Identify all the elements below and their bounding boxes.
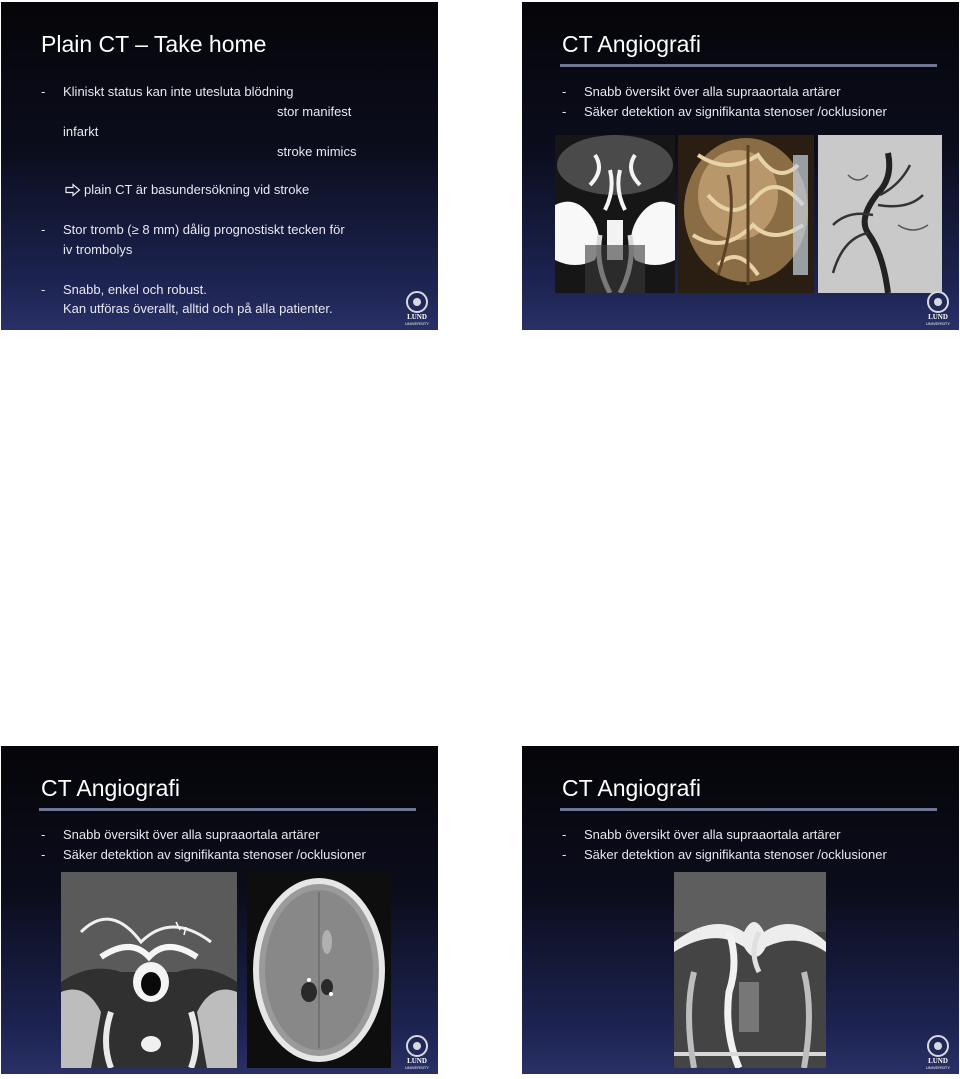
bullet-robust: Snabb, enkel och robust. xyxy=(63,282,207,297)
slide-title: CT Angiografi xyxy=(562,31,701,57)
slide-title: Plain CT – Take home xyxy=(41,31,267,57)
bullet-clinical-status: Kliniskt status kan inte utesluta blödning xyxy=(63,84,294,99)
slide-ct-angiografi-1 xyxy=(522,2,959,330)
lund-university-logo: LUND UNIVERSITY xyxy=(402,291,432,325)
lund-university-seal-icon xyxy=(406,1035,428,1057)
bullet-dash: - xyxy=(41,84,46,99)
bullet-detection: Säker detektion av signifikanta stenoser /ocklusioner xyxy=(584,104,887,119)
bullet-continuation: iv trombolys xyxy=(63,242,133,257)
angiography-image xyxy=(818,135,942,293)
bullet-continuation: infarkt xyxy=(63,124,99,139)
lund-university-seal-icon xyxy=(927,291,949,313)
bullet-dash: - xyxy=(562,847,567,862)
slide-ct-angiografi-3 xyxy=(522,746,959,1074)
ct-axial-brain-image xyxy=(247,872,391,1068)
bullet-detection: Säker detektion av signifikanta stenoser /ocklusioner xyxy=(63,847,366,862)
bullet-dash: - xyxy=(41,827,46,842)
hollow-right-arrow-icon xyxy=(65,183,81,197)
slide-title: CT Angiografi xyxy=(562,775,701,801)
bullet-detection: Säker detektion av signifikanta stenoser /ocklusioner xyxy=(584,847,887,862)
slide-title: CT Angiografi xyxy=(41,775,180,801)
slide-plain-ct-take-home xyxy=(1,2,438,330)
arrow-conclusion: plain CT är basundersökning vid stroke xyxy=(84,182,310,197)
bullet-dash: - xyxy=(562,827,567,842)
cta-3d-reconstruction-image xyxy=(678,135,814,293)
bullet-dash: - xyxy=(41,282,46,297)
bullet-overview: Snabb översikt över alla supraaortala artärer xyxy=(584,827,841,842)
bullet-overview: Snabb översikt över alla supraaortala artärer xyxy=(63,827,320,842)
bullet-dash: - xyxy=(562,84,567,99)
title-rule xyxy=(560,808,937,811)
cta-coronal-image xyxy=(555,135,675,293)
bullet-continuation: Kan utföras överallt, alltid och på alla patienter. xyxy=(63,301,333,316)
bullet-thrombus: Stor tromb (≥ 8 mm) dålig prognostiskt tecken för xyxy=(63,222,345,237)
lund-university-logo: LUND UNIVERSITY xyxy=(923,1035,953,1069)
bullet-continuation: stor manifest xyxy=(277,104,352,119)
title-rule xyxy=(39,808,416,811)
bullet-overview: Snabb översikt över alla supraaortala artärer xyxy=(584,84,841,99)
title-rule xyxy=(560,64,937,67)
cta-coronal-neck-image xyxy=(674,872,826,1068)
lund-university-logo: LUND UNIVERSITY xyxy=(923,291,953,325)
bullet-dash: - xyxy=(41,847,46,862)
slide-ct-angiografi-2 xyxy=(1,746,438,1074)
cta-coronal-mip-image xyxy=(61,872,237,1068)
bullet-dash: - xyxy=(41,222,46,237)
lund-university-logo: LUND UNIVERSITY xyxy=(402,1035,432,1069)
lund-university-seal-icon xyxy=(927,1035,949,1057)
bullet-dash: - xyxy=(562,104,567,119)
bullet-continuation: stroke mimics xyxy=(277,144,357,159)
lund-university-seal-icon xyxy=(406,291,428,313)
